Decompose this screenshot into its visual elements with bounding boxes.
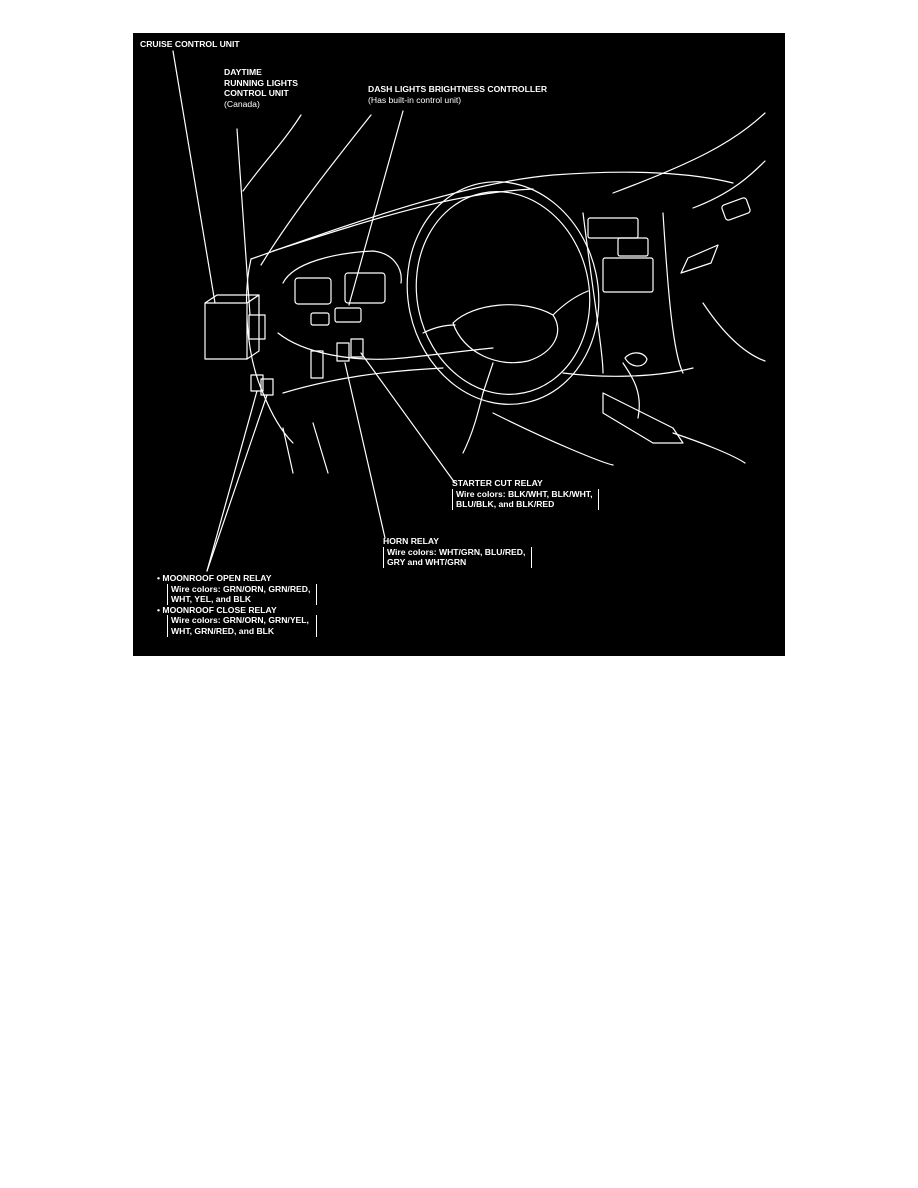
daytime-line-2: RUNNING LIGHTS — [224, 77, 298, 88]
center-vent-2 — [618, 238, 648, 256]
dashboard-relay-locator-figure — [133, 33, 785, 656]
moonroof-close-title: MOONROOF CLOSE RELAY — [162, 604, 277, 615]
horn-wires — [383, 547, 532, 568]
starter-wires — [452, 489, 599, 510]
floor-line-1 — [493, 413, 613, 465]
leader-dash-lights — [349, 111, 403, 305]
daytime-line-3: CONTROL UNIT — [224, 88, 289, 99]
daytime-line-4: (Canada) — [224, 98, 260, 109]
dash-top-line-2 — [273, 189, 533, 251]
cruise-control-unit-label: CRUISE CONTROL UNIT — [140, 39, 240, 49]
lower-left-edge-2 — [313, 423, 328, 473]
dash-lights-sub: (Has built-in control unit) — [368, 94, 462, 105]
moonroof-open-title: MOONROOF OPEN RELAY — [162, 573, 272, 583]
leader-moonroof-2 — [207, 395, 267, 571]
cluster-gauge-left — [295, 278, 331, 304]
steering-spoke-right — [553, 291, 588, 315]
daytime-lights-label — [224, 67, 298, 109]
moonroof-open-wires-1: Wire colors: GRN/ORN, GRN/RED, — [171, 583, 311, 594]
leader-cruise — [173, 51, 215, 303]
steering-spoke-bottom — [483, 363, 493, 393]
dash-switch — [311, 313, 329, 325]
cruise-unit-top — [205, 295, 259, 303]
passenger-vent — [721, 197, 751, 221]
knee-panel — [283, 368, 443, 393]
moonroof-open-wires — [167, 584, 317, 605]
moonroof-close-wires-1: Wire colors: GRN/ORN, GRN/YEL, — [171, 615, 309, 626]
horn-wires-2: GRY and WHT/GRN — [387, 557, 467, 568]
moonroof-close-wires — [167, 615, 317, 636]
horn-title: HORN RELAY — [383, 536, 440, 546]
leader-horn — [345, 363, 385, 538]
moonroof-open-title-row — [157, 573, 317, 584]
lower-dash-edge — [278, 333, 493, 359]
console-lower — [563, 368, 693, 376]
center-stack-edge — [583, 213, 603, 373]
leader-daytime — [237, 129, 250, 315]
gear-shifter-gate — [603, 393, 683, 443]
passenger-dash-lower — [703, 303, 765, 361]
lower-left-edge — [283, 428, 293, 473]
starter-wires-1: Wire colors: BLK/WHT, BLK/WHT, — [456, 488, 593, 499]
moonroof-close-wires-2: WHT, GRN/RED, and BLK — [171, 625, 275, 636]
dash-lights-controller — [335, 308, 361, 322]
cruise-control-unit-box — [205, 303, 247, 359]
gear-shifter-knob — [625, 353, 647, 366]
glovebox — [681, 245, 718, 273]
steering-spoke-left — [423, 325, 455, 333]
floor-line-2 — [673, 433, 745, 463]
center-stack-edge-2 — [663, 213, 683, 373]
moonroof-close-title-row — [157, 605, 317, 616]
horn-wires-1: Wire colors: WHT/GRN, BLU/RED, — [387, 546, 526, 557]
daytime-lights-unit-box — [249, 315, 265, 339]
bullet-2: • — [157, 604, 161, 615]
a-pillar-line — [243, 115, 301, 191]
dash-lights-title: DASH LIGHTS BRIGHTNESS CONTROLLER — [368, 84, 548, 94]
dash-right-edge — [693, 161, 765, 208]
windshield-line — [261, 115, 371, 265]
moonroof-open-wires-2: WHT, YEL, and BLK — [171, 594, 252, 605]
steering-wheel-rim-inner — [398, 175, 609, 410]
dash-left-end — [247, 259, 293, 443]
steering-column — [463, 393, 483, 453]
moonroof-relays-label — [157, 573, 317, 637]
horn-relay-label — [383, 536, 532, 568]
starter-wires-2: BLU/BLK, and BLK/RED — [456, 499, 555, 510]
horn-relay-box — [337, 343, 349, 361]
starter-cut-relay-label — [452, 478, 599, 510]
steering-hub — [453, 305, 558, 363]
dash-lights-label — [368, 84, 547, 105]
radio-unit — [603, 258, 653, 292]
starter-title: STARTER CUT RELAY — [452, 478, 543, 488]
relay-panel-left — [311, 351, 323, 378]
dash-top-line — [251, 172, 733, 259]
center-vent-1 — [588, 218, 638, 238]
leader-moonroof-1 — [207, 391, 257, 571]
bullet-1: • — [157, 573, 161, 583]
daytime-line-1: DAYTIME — [224, 67, 262, 77]
